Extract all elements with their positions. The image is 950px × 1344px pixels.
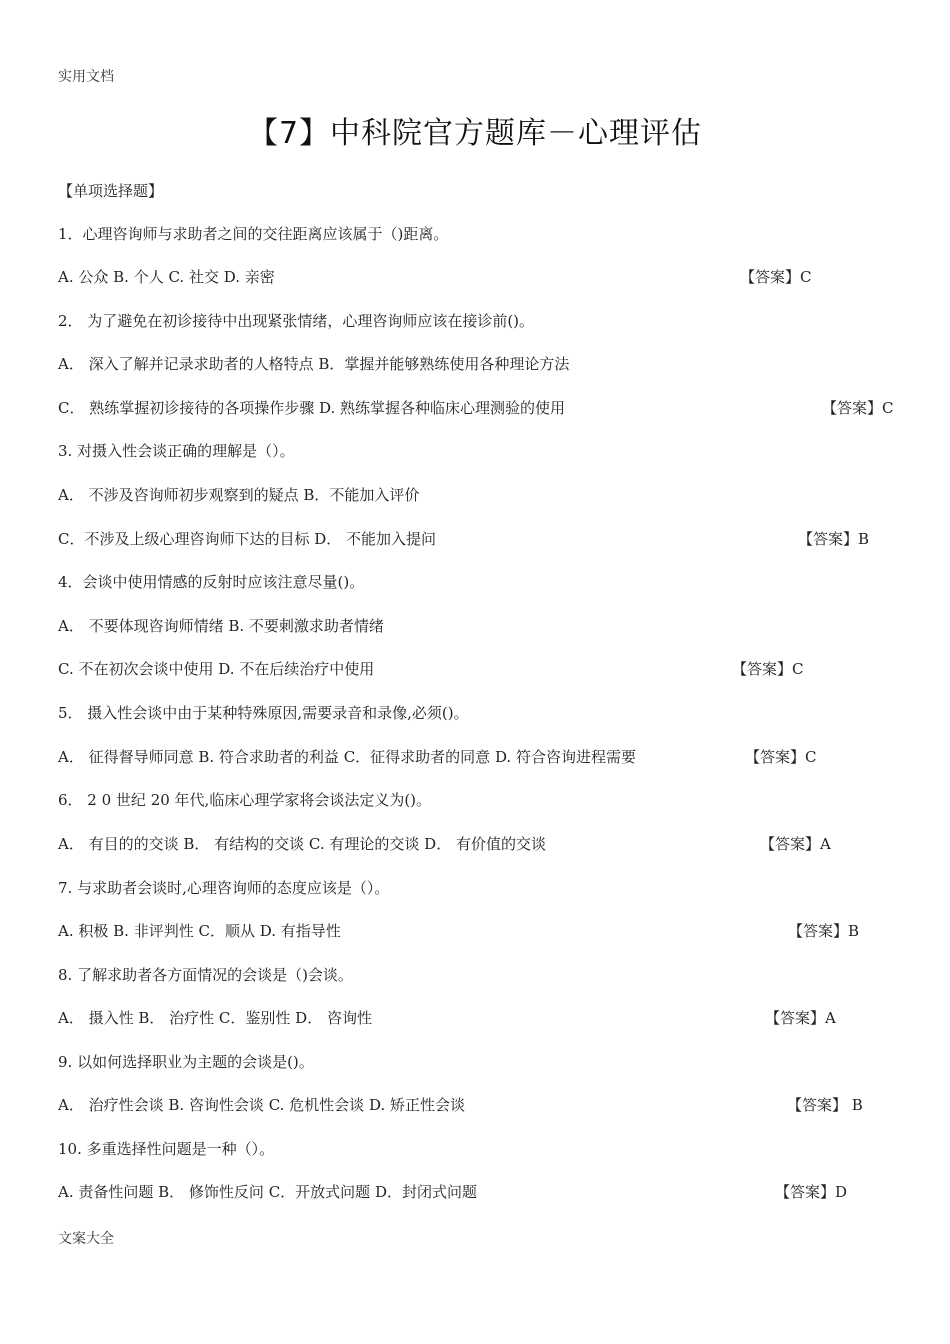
- question-4-options-a: A． 不要体现咨询师情绪 B. 不要刺激求助者情绪: [58, 617, 384, 635]
- question-4-options-b: C. 不在初次会谈中使用 D. 不在后续治疗中使用: [58, 660, 375, 678]
- document-title: 【7】中科院官方题库－心理评估: [247, 116, 703, 151]
- question-8: 8. 了解求助者各方面情况的会谈是（)会谈。: [58, 966, 353, 984]
- question-2-options-b: C． 熟练掌握初诊接待的各项操作步骤 D. 熟练掌握各种临床心理测验的使用: [58, 399, 566, 417]
- question-7-answer: 【答案】B: [788, 922, 860, 940]
- question-3: 3. 对摄入性会谈正确的理解是（）。: [58, 442, 295, 460]
- question-4-answer: 【答案】C: [732, 660, 804, 678]
- question-2-answer: 【答案】C: [822, 399, 894, 417]
- section-heading: 【单项选择题】: [58, 182, 164, 200]
- question-1: 1．心理咨询师与求助者之间的交往距离应该属于（)距离。: [58, 225, 449, 243]
- question-8-answer: 【答案】A: [765, 1009, 836, 1027]
- question-3-answer: 【答案】B: [798, 530, 870, 548]
- question-9-answer: 【答案】 B: [787, 1096, 863, 1114]
- question-7-options: A. 积极 B. 非评判性 C．顺从 D. 有指导性: [58, 922, 341, 940]
- question-3-options-a: A． 不涉及咨询师初步观察到的疑点 B．不能加入评价: [58, 486, 420, 504]
- question-8-options: A． 摄入性 B． 治疗性 C．鉴别性 D． 咨询性: [58, 1009, 372, 1027]
- question-2: 2． 为了避免在初诊接待中出现紧张情绪，心理咨询师应该在接诊前()。: [58, 312, 535, 330]
- question-7: 7. 与求助者会谈时,心理咨询师的态度应该是（）。: [58, 879, 390, 897]
- question-5: 5． 摄入性会谈中由于某种特殊原因,需要录音和录像,必须()。: [58, 704, 469, 722]
- question-3-options-b: C．不涉及上级心理咨询师下达的目标 D． 不能加入提问: [58, 530, 437, 548]
- question-5-answer: 【答案】C: [745, 748, 817, 766]
- question-5-options: A． 征得督导师同意 B. 符合求助者的利益 C．征得求助者的同意 D. 符合咨询进程需要: [58, 748, 636, 766]
- question-4: 4．会谈中使用情感的反射时应该注意尽量()。: [58, 573, 365, 591]
- question-2-options-a: A． 深入了解并记录求助者的人格特点 B．掌握并能够熟练使用各种理论方法: [58, 355, 570, 373]
- question-1-answer: 【答案】C: [740, 268, 812, 286]
- question-9-options: A． 治疗性会谈 B. 咨询性会谈 C. 危机性会谈 D. 矫正性会谈: [58, 1096, 465, 1114]
- page-header: 实用文档: [58, 69, 114, 85]
- page-footer: 文案大全: [58, 1231, 114, 1247]
- question-6: 6． 2 0 世纪 20 年代,临床心理学家将会谈法定义为()。: [58, 791, 432, 809]
- question-10: 10. 多重选择性问题是一种（）。: [58, 1140, 275, 1158]
- question-6-answer: 【答案】A: [760, 835, 831, 853]
- question-6-options: A． 有目的的交谈 B． 有结构的交谈 C. 有理论的交谈 D． 有价值的交谈: [58, 835, 546, 853]
- question-9: 9. 以如何选择职业为主题的会谈是()。: [58, 1053, 314, 1071]
- question-10-answer: 【答案】D: [775, 1183, 848, 1201]
- question-10-options: A. 责备性问题 B． 修饰性反问 C．开放式问题 D．封闭式问题: [58, 1183, 477, 1201]
- question-1-options: A. 公众 B. 个人 C. 社交 D. 亲密: [58, 268, 275, 286]
